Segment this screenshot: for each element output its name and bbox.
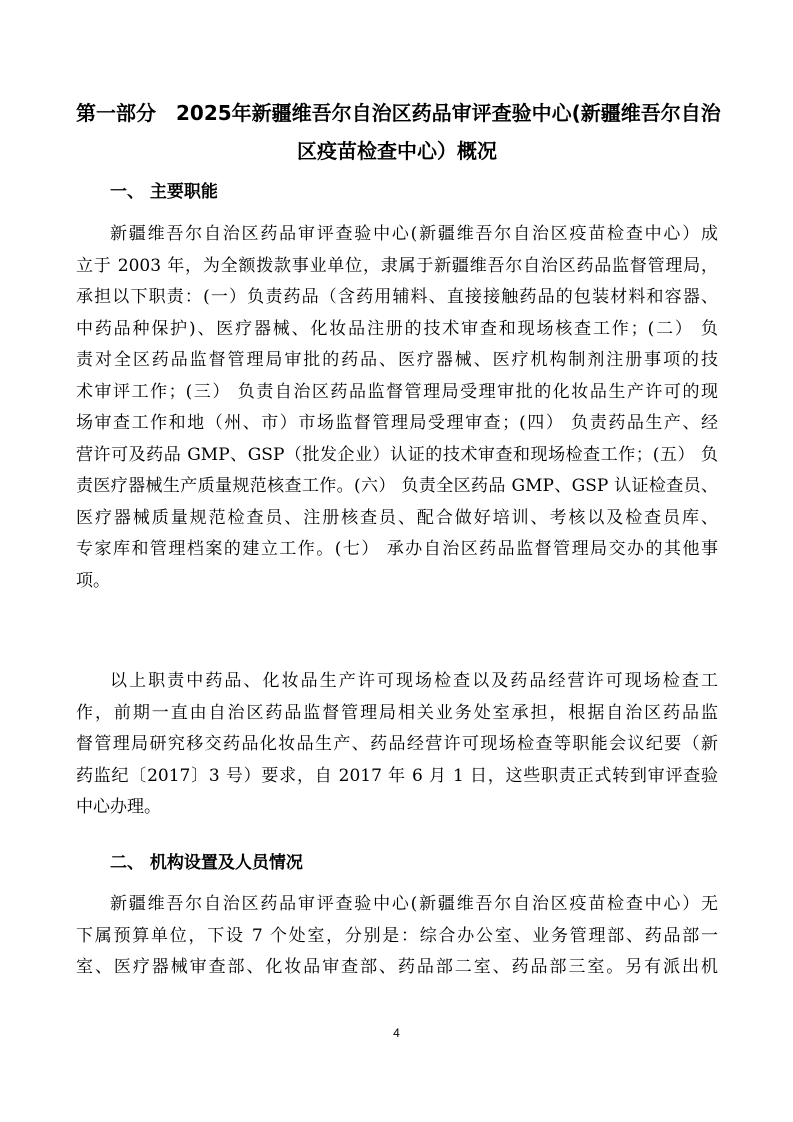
section-heading-organization: 二、 机构设置及人员情况 — [110, 853, 303, 873]
paragraph-line: 专家库和管理档案的建立工作。(七） 承办自治区药品监督管理局交办的其他事 — [76, 539, 718, 559]
paragraph-line: 新疆维吾尔自治区药品审评查验中心(新疆维吾尔自治区疫苗检查中心）无 — [110, 894, 718, 914]
paragraph-main-functions — [76, 219, 718, 597]
paragraph-organization — [76, 889, 718, 984]
paragraph-line: 下属预算单位，下设 7 个处室，分别是：综合办公室、业务管理部、药品部一 — [76, 925, 718, 946]
paragraph-line: 立于 2003 年，为全额拨款事业单位，隶属于新疆维吾尔自治区药品监督管理局， — [76, 255, 718, 276]
paragraph-line: 场审查工作和地（州、市）市场监督管理局受理审查；(四） 负责药品生产、经 — [76, 413, 718, 433]
paragraph-line: 营许可及药品 GMP、GSP（批发企业）认证的技术审查和现场检查工作；(五） 负 — [76, 444, 718, 465]
page-title — [76, 94, 721, 170]
title-line-1: 第一部分 2025年新疆维吾尔自治区药品审评查验中心(新疆维吾尔自治 — [76, 101, 721, 125]
paragraph-line: 新疆维吾尔自治区药品审评查验中心(新疆维吾尔自治区疫苗检查中心）成 — [110, 224, 718, 244]
paragraph-transfer-of-duties — [76, 666, 718, 824]
section-heading-main-functions: 一、 主要职能 — [110, 182, 218, 202]
paragraph-line: 以上职责中药品、化妆品生产许可现场检查以及药品经营许可现场检查工 — [110, 671, 718, 691]
title-line-2: 区疫苗检查中心）概况 — [297, 139, 497, 163]
paragraph-line: 作，前期一直由自治区药品监督管理局相关业务处室承担，根据自治区药品监 — [76, 702, 718, 723]
paragraph-line: 药监纪〔2017〕3 号）要求，自 2017 年 6 月 1 日，这些职责正式转到审评查验 — [76, 765, 718, 786]
paragraph-line: 责对全区药品监督管理局审批的药品、医疗器械、医疗机构制剂注册事项的技 — [76, 350, 718, 370]
paragraph-line: 中心办理。 — [76, 797, 161, 817]
paragraph-line: 项。 — [76, 570, 110, 591]
paragraph-line: 承担以下职责：(一）负责药品（含药用辅料、直接接触药品的包装材料和容器、 — [76, 287, 718, 307]
paragraph-line: 中药品种保护)、医疗器械、化妆品注册的技术审查和现场核查工作；(二） 负 — [76, 318, 718, 339]
paragraph-line: 医疗器械质量规范检查员、注册核查员、配合做好培训、考核以及检查员库、 — [76, 507, 718, 528]
paragraph-line: 督管理局研究移交药品化妆品生产、药品经营许可现场检查等职能会议纪要（新 — [76, 734, 718, 754]
paragraph-line: 责医疗器械生产质量规范核查工作。(六） 负责全区药品 GMP、GSP 认证检查员、 — [76, 476, 718, 496]
paragraph-line: 术审评工作；(三） 负责自治区药品监督管理局受理审批的化妆品生产许可的现 — [76, 381, 718, 402]
paragraph-line: 室、医疗器械审查部、化妆品审查部、药品部二室、药品部三室。另有派出机 — [76, 957, 718, 977]
page-number: 4 — [393, 1026, 400, 1040]
